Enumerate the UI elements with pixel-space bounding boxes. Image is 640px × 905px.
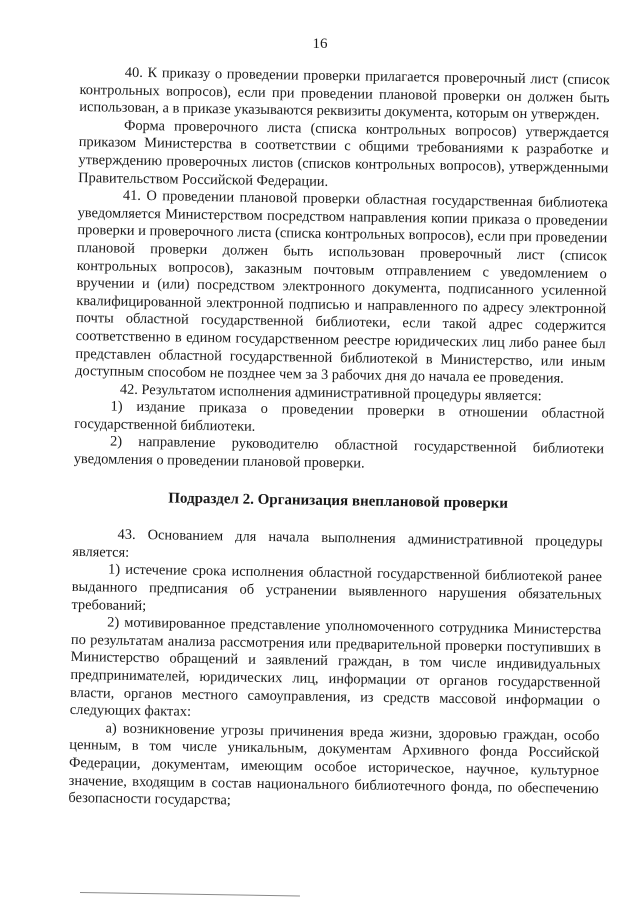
paragraph-42-item-1: 1) издание приказа о проведении проверки в отношении областной государственной библиотеки.: [74, 398, 605, 435]
paragraph-41: 41. О проведении плановой проверки областная государственная библиотека уведомляется Министерством посредством направления копии приказа о проведении проверки и проверочного листа (списка контрольных вопросов), если при проведении плановой проверки должен быть использован проверочный лист (список контрольных вопросов), заказным почтовым отправлением с уведомлением о вручении и (или) посредством электронного документа, подписанного усиленной квалифицированной электронной подписью и направленного по адресу электронной почты областной государственной библиотеки, если такой адрес содержится соответственно в едином государственном реестре юридических лиц либо ранее был представлен областной государственной библиотекой в Министерство, или иным доступным способом не позднее чем за 3 рабочих дня до начала ее проведения.: [75, 187, 609, 387]
paragraph-43: 43. Основанием для начала выполнения административной процедуры является:: [72, 526, 603, 561]
paragraph-43-item-2: 2) мотивированное представление уполномоченного сотрудника Министерства по результатам анализа рассмотрения или предварительной проверки поступивших в Министерство обращений и заявлений граждан, в том числе индивидуальных предпринимателей, юридических лиц, информации от органов государственной власти, органов местного самоуправления, из средств массовой информации о следующих фактах:: [69, 614, 602, 721]
page-number: 16: [312, 36, 328, 52]
paragraph-form-checklist: Форма проверочного листа (списка контрольных вопросов) утверждается приказом Министерства в соответствии с общими требованиями к разработке и утверждению проверочных листов (списков контрольных вопросов), утвержденными Правительством Российской Федерации.: [78, 117, 610, 190]
paragraph-40: 40. К приказу о проведении проверки прилагается проверочный лист (список контрольных вопросов), если при проведении плановой проверки он должен быть использован, а в приказе указываются реквизиты документа, которым он утвержден.: [79, 64, 610, 124]
section-heading: Подраздел 2. Организация внеплановой проверки: [168, 490, 509, 512]
paragraph-42: 42. Результатом исполнения административной процедуры является:: [119, 381, 542, 404]
paragraph-43-item-1: 1) истечение срока исполнения областной государственной библиотекой ранее выданного предписания об устранении выявленного нарушения обязательных требований;: [71, 561, 603, 614]
paragraph-42-item-2: 2) направление руководителю областной государственной библиотеки уведомления о проведении плановой проверки.: [73, 433, 605, 472]
document-body: [68, 64, 610, 816]
paragraph-43-item-2a: а) возникновение угрозы причинения вреда жизни, здоровью граждан, особо ценным, в том числе уникальным, документам Архивного фонда Российской Федерации, документам, имеющим особое историческое, научное, культурное значение, входящим в состав национального библиотечного фонда, по обеспечению безопасности государства;: [68, 720, 600, 809]
footer-divider: [80, 892, 300, 896]
